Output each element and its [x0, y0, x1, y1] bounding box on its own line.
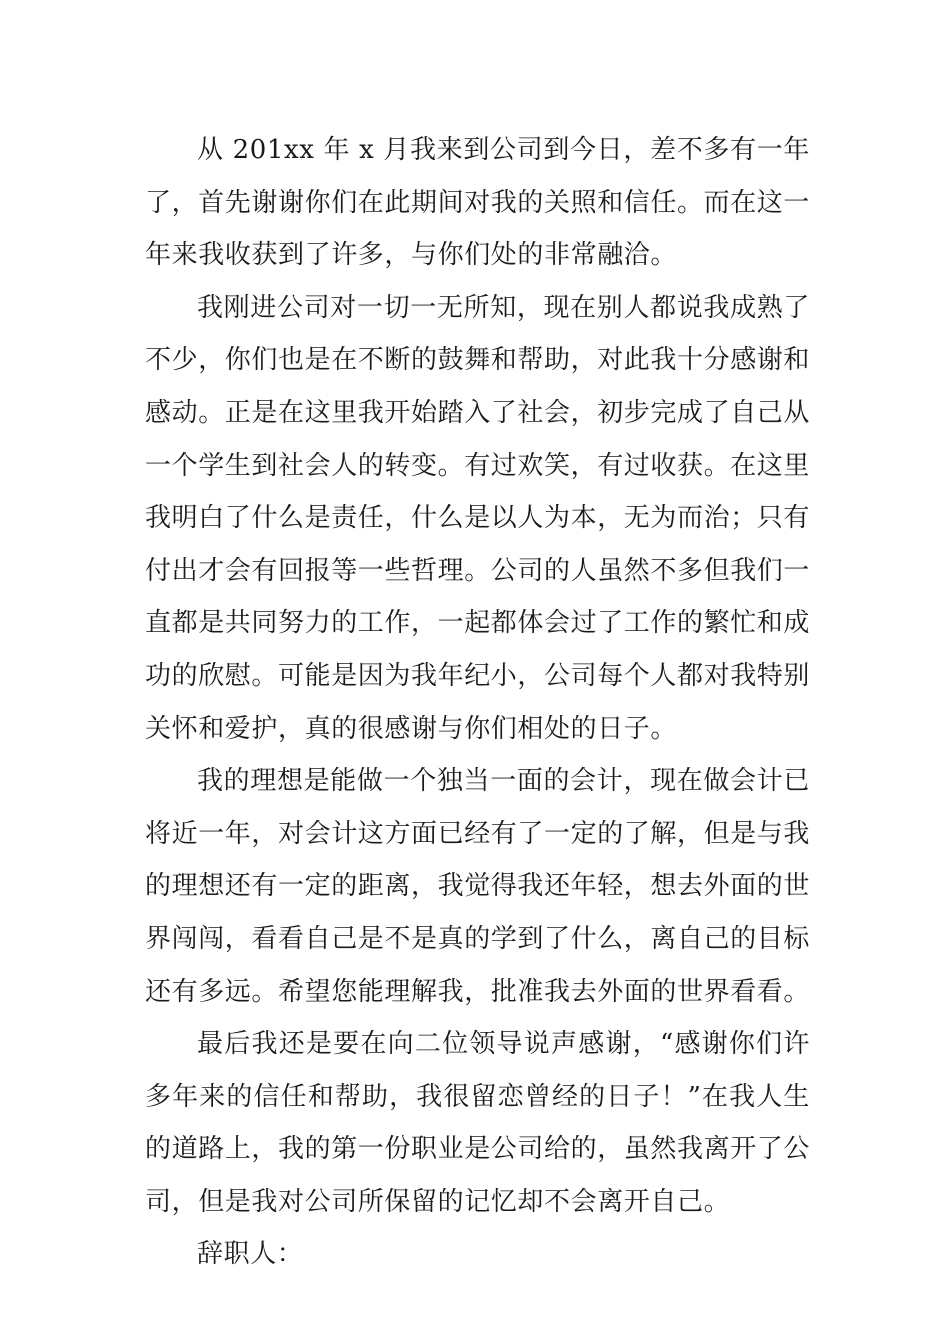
paragraph-intro: 从 201xx 年 x 月我来到公司到今日，差不多有一年了，首先谢谢你们在此期间对我的关照和信任。而在这一年来我收获到了许多，与你们处的非常融洽。 [145, 135, 811, 271]
paragraph-thanks: 最后我还是要在向二位领导说声感谢，“感谢你们许多年来的信任和帮助，我很留恋曾经的日子！”在我人生的道路上，我的第一份职业是公司给的，虽然我离开了公司，但是我对公司所保留的记忆却不会离开自己。 [145, 1029, 811, 1217]
document-body [145, 124, 810, 1281]
paragraph-experience: 我刚进公司对一切一无所知，现在别人都说我成熟了不少，你们也是在不断的鼓舞和帮助，对此我十分感谢和感动。正是在这里我开始踏入了社会，初步完成了自己从一个学生到社会人的转变。有过欢笑，有过收获。在这里我明白了什么是责任，什么是以人为本，无为而治；只有付出才会有回报等一些哲理。公司的人虽然不多但我们一直都是共同努力的工作，一起都体会过了工作的繁忙和成功的欣慰。可能是因为我年纪小，公司每个人都对我特别关怀和爱护，真的很感谢与你们相处的日子。 [145, 292, 811, 744]
paragraph-ideal: 我的理想是能做一个独当一面的会计，现在做会计已将近一年，对会计这方面已经有了一定的了解，但是与我的理想还有一定的距离，我觉得我还年轻，想去外面的世界闯闯，看看自己是不是真的学到了什么，离自己的目标还有多远。希望您能理解我，批准我去外面的世界看看。 [145, 766, 811, 1007]
signature-label: 辞职人： [197, 1239, 304, 1270]
